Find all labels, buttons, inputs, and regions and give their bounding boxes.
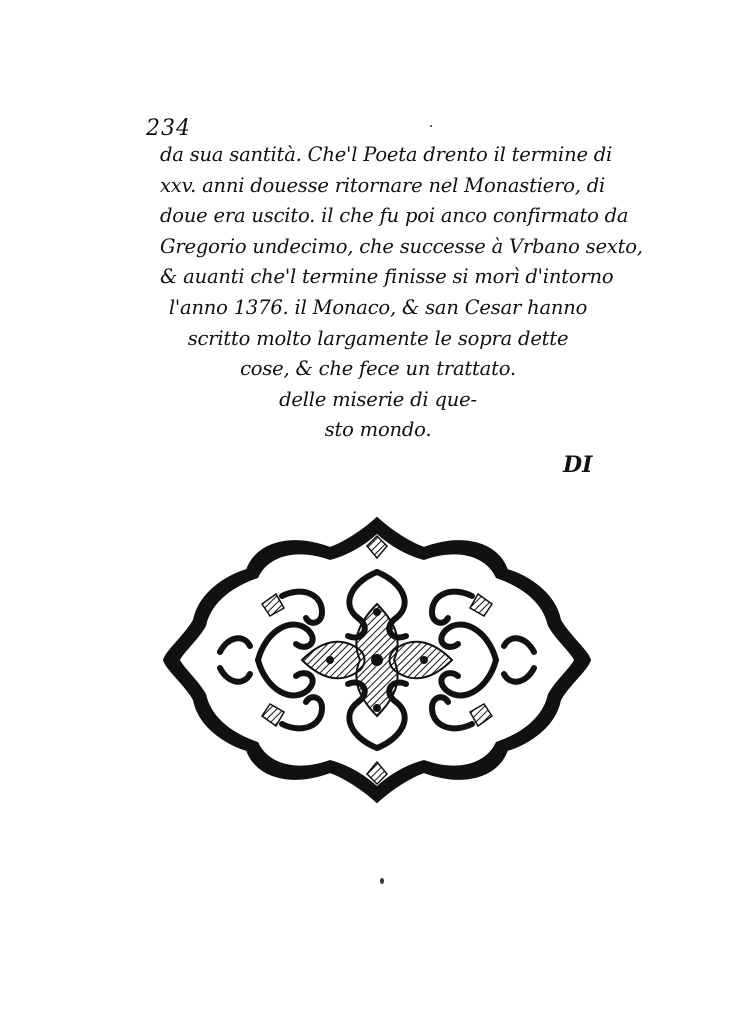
text-line: doue era uscito. il che fu poi anco confirmato da — [160, 204, 629, 228]
catchword: DI — [563, 452, 593, 478]
arabesque-woodcut-ornament-icon — [162, 512, 592, 808]
text-line: sto mondo. — [324, 418, 432, 442]
text-line: & auanti che'l termine finisse si morì d'intorno — [160, 265, 614, 289]
text-line: scritto molto largamente le sopra dette — [187, 326, 569, 350]
text-line: xxv. anni douesse ritornare nel Monastiero, di — [160, 173, 606, 197]
text-block — [160, 140, 643, 446]
text-line: Gregorio undecimo, che successe à Vrbano sexto, — [160, 234, 643, 258]
ink-speck — [380, 878, 384, 884]
text-line: cose, & che fece un trattato. — [240, 357, 516, 381]
ink-speck — [430, 125, 432, 127]
text-line: delle miserie di que- — [279, 387, 477, 411]
page-number: 234 — [146, 116, 191, 141]
text-line: da sua santità. Che'l Poeta drento il termine di — [160, 143, 613, 166]
text-line: l'anno 1376. il Monaco, & san Cesar hanno — [168, 295, 588, 319]
